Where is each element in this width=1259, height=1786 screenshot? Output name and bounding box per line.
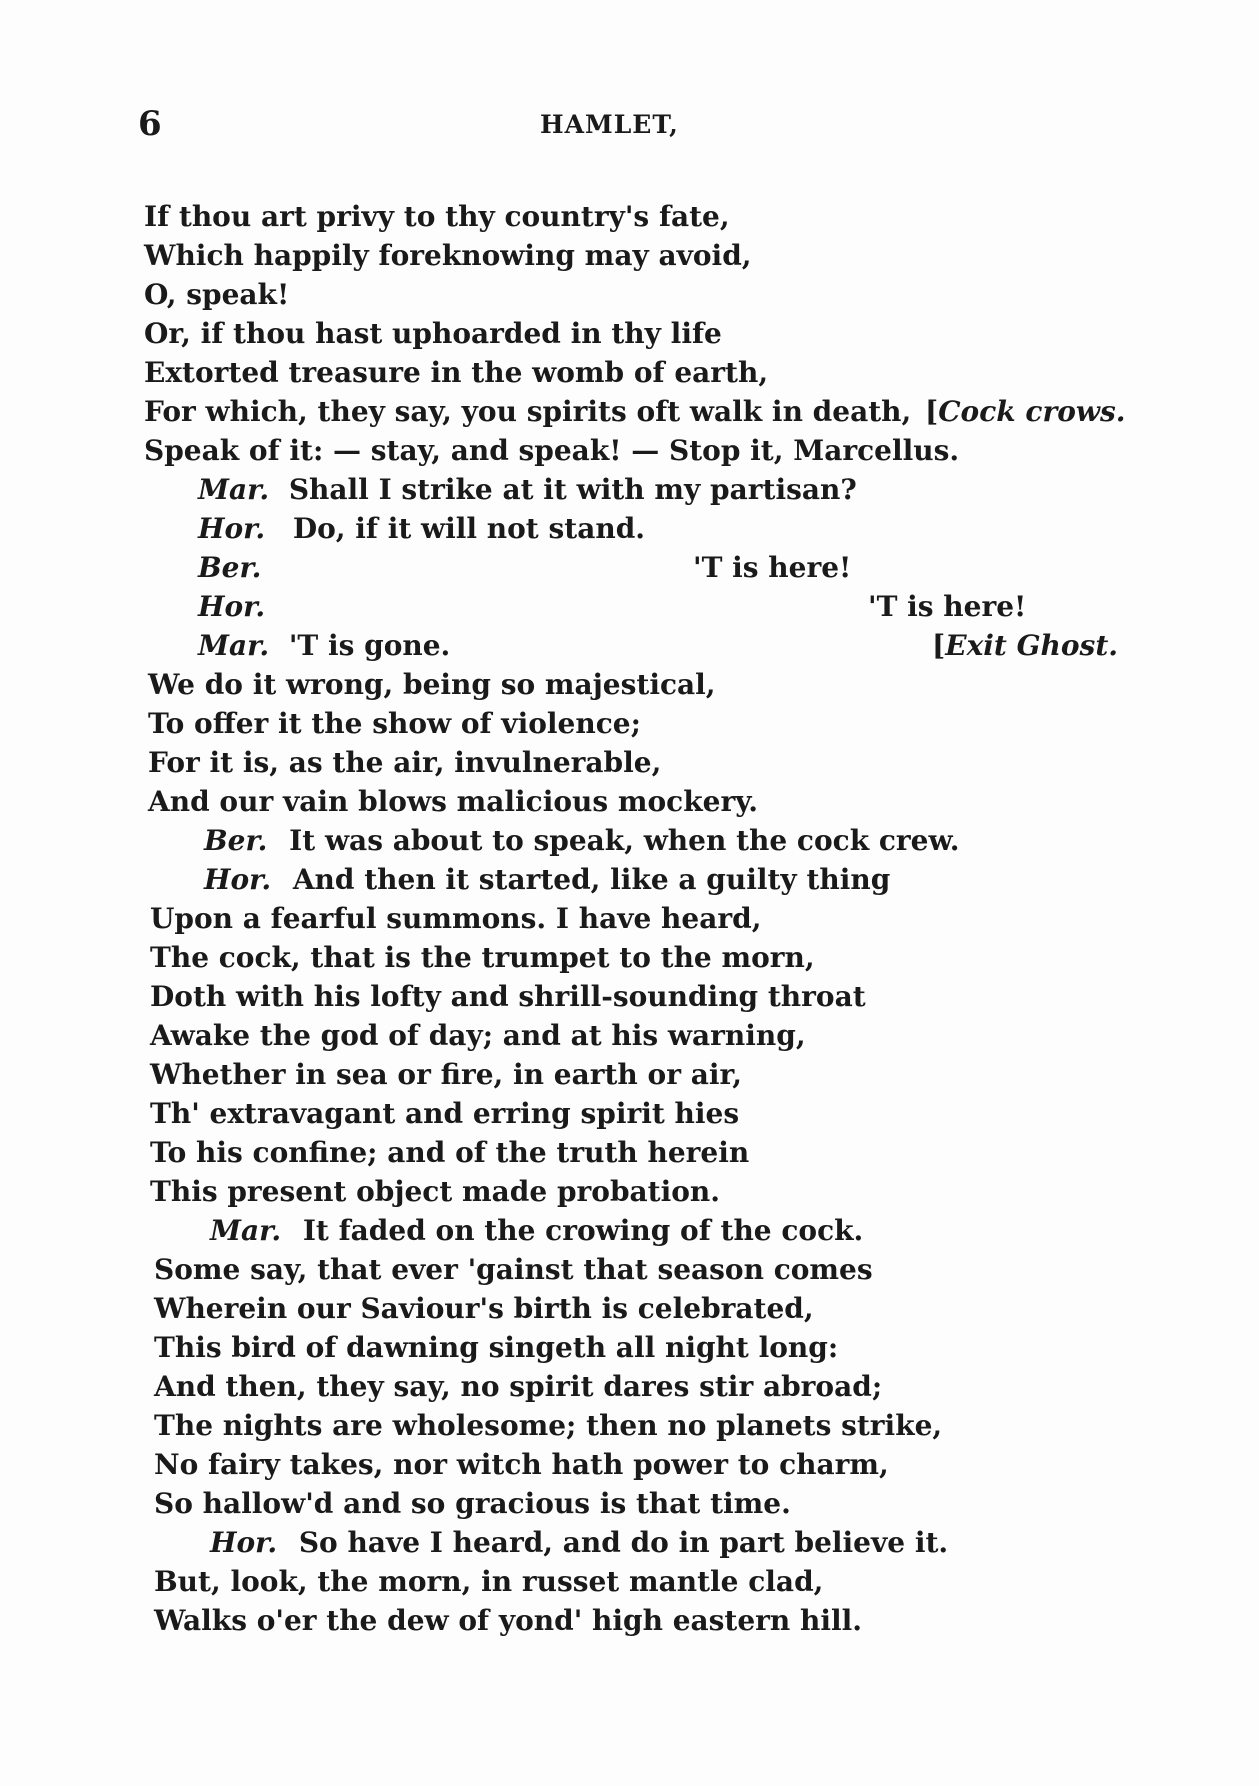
speech-text: It was about to speak, when the cock crew. [289, 824, 960, 857]
speech-line [210, 1526, 948, 1560]
speech-line [198, 473, 857, 507]
verse-line: Some say, that ever 'gainst that season comes [154, 1253, 873, 1286]
speech-text: 'T is here! [868, 590, 1027, 623]
verse-line: To his confine; and of the truth herein [150, 1136, 750, 1169]
verse-line: And then, they say, no spirit dares stir abroad; [154, 1370, 883, 1403]
speaker-hor: Hor. [210, 1526, 278, 1559]
verse-line: No fairy takes, nor witch hath power to charm, [154, 1448, 889, 1481]
page-number: 6 [138, 104, 162, 144]
verse-line: The nights are wholesome; then no planets strike, [154, 1409, 943, 1442]
speaker-hor: Hor. [198, 590, 266, 623]
verse-line: Speak of it: — stay, and speak! — Stop it, Marcellus. [144, 434, 960, 467]
speech-text: So have I heard, and do in part believe it. [298, 1526, 949, 1559]
verse-line: To offer it the show of violence; [148, 707, 641, 740]
speaker-ber: Ber. [204, 824, 268, 857]
speech-line [198, 590, 265, 624]
verse-line: Extorted treasure in the womb of earth, [144, 356, 769, 389]
stage-direction-exit-ghost [932, 629, 1118, 663]
speech-text: Shall I strike at it with my partisan? [288, 473, 857, 506]
speech-line [204, 863, 890, 897]
speech-text: 'T is here! [693, 551, 852, 584]
stage-direction-cock-crows [925, 395, 1126, 429]
verse-line: This present object made probation. [150, 1175, 721, 1208]
verse-line: The cock, that is the trumpet to the morn, [150, 941, 815, 974]
verse-line: This bird of dawning singeth all night long: [154, 1331, 839, 1364]
verse-line: Upon a fearful summons. I have heard, [150, 902, 762, 935]
verse-line: O, speak! [144, 278, 290, 311]
verse-line: Doth with his lofty and shrill-sounding throat [150, 980, 866, 1013]
bracket: [ [932, 629, 946, 662]
verse-line: Awake the god of day; and at his warning, [150, 1019, 806, 1052]
speech-text: And then it started, like a guilty thing [292, 863, 891, 896]
bracket: [ [925, 395, 939, 428]
speaker-ber: Ber. [198, 551, 262, 584]
speaker-mar: Mar. [198, 473, 270, 506]
running-title: HAMLET, [540, 110, 679, 139]
speech-text: It faded on the crowing of the cock. [302, 1214, 864, 1247]
speech-line [204, 824, 960, 858]
verse-line: We do it wrong, being so majestical, [148, 668, 716, 701]
speaker-mar: Mar. [198, 629, 270, 662]
speech-text: Do, if it will not stand. [292, 512, 646, 545]
speaker-mar: Mar. [210, 1214, 282, 1247]
speech-line [198, 629, 450, 663]
speaker-hor: Hor. [198, 512, 266, 545]
verse-line: But, look, the morn, in russet mantle clad, [154, 1565, 824, 1598]
verse-line: Wherein our Saviour's birth is celebrated, [154, 1292, 814, 1325]
verse-line: Th' extravagant and erring spirit hies [150, 1097, 740, 1130]
verse-line: And our vain blows malicious mockery. [148, 785, 758, 818]
verse-line: Which happily foreknowing may avoid, [144, 239, 752, 272]
direction-text: Exit Ghost. [945, 629, 1118, 662]
verse-line: Or, if thou hast uphoarded in thy life [144, 317, 722, 350]
verse-line: So hallow'd and so gracious is that time. [154, 1487, 791, 1520]
verse-line: For which, they say, you spirits oft walk in death, [144, 395, 912, 428]
verse-line: Whether in sea or fire, in earth or air, [150, 1058, 742, 1091]
verse-line: For it is, as the air, invulnerable, [148, 746, 662, 779]
speech-line [198, 512, 645, 546]
speaker-hor: Hor. [204, 863, 272, 896]
direction-text: Cock crows. [938, 395, 1126, 428]
verse-line: If thou art privy to thy country's fate, [144, 200, 730, 233]
verse-line: Walks o'er the dew of yond' high eastern hill. [154, 1604, 863, 1637]
speech-line [210, 1214, 863, 1248]
speech-text: 'T is gone. [288, 629, 451, 662]
speech-line [198, 551, 261, 585]
